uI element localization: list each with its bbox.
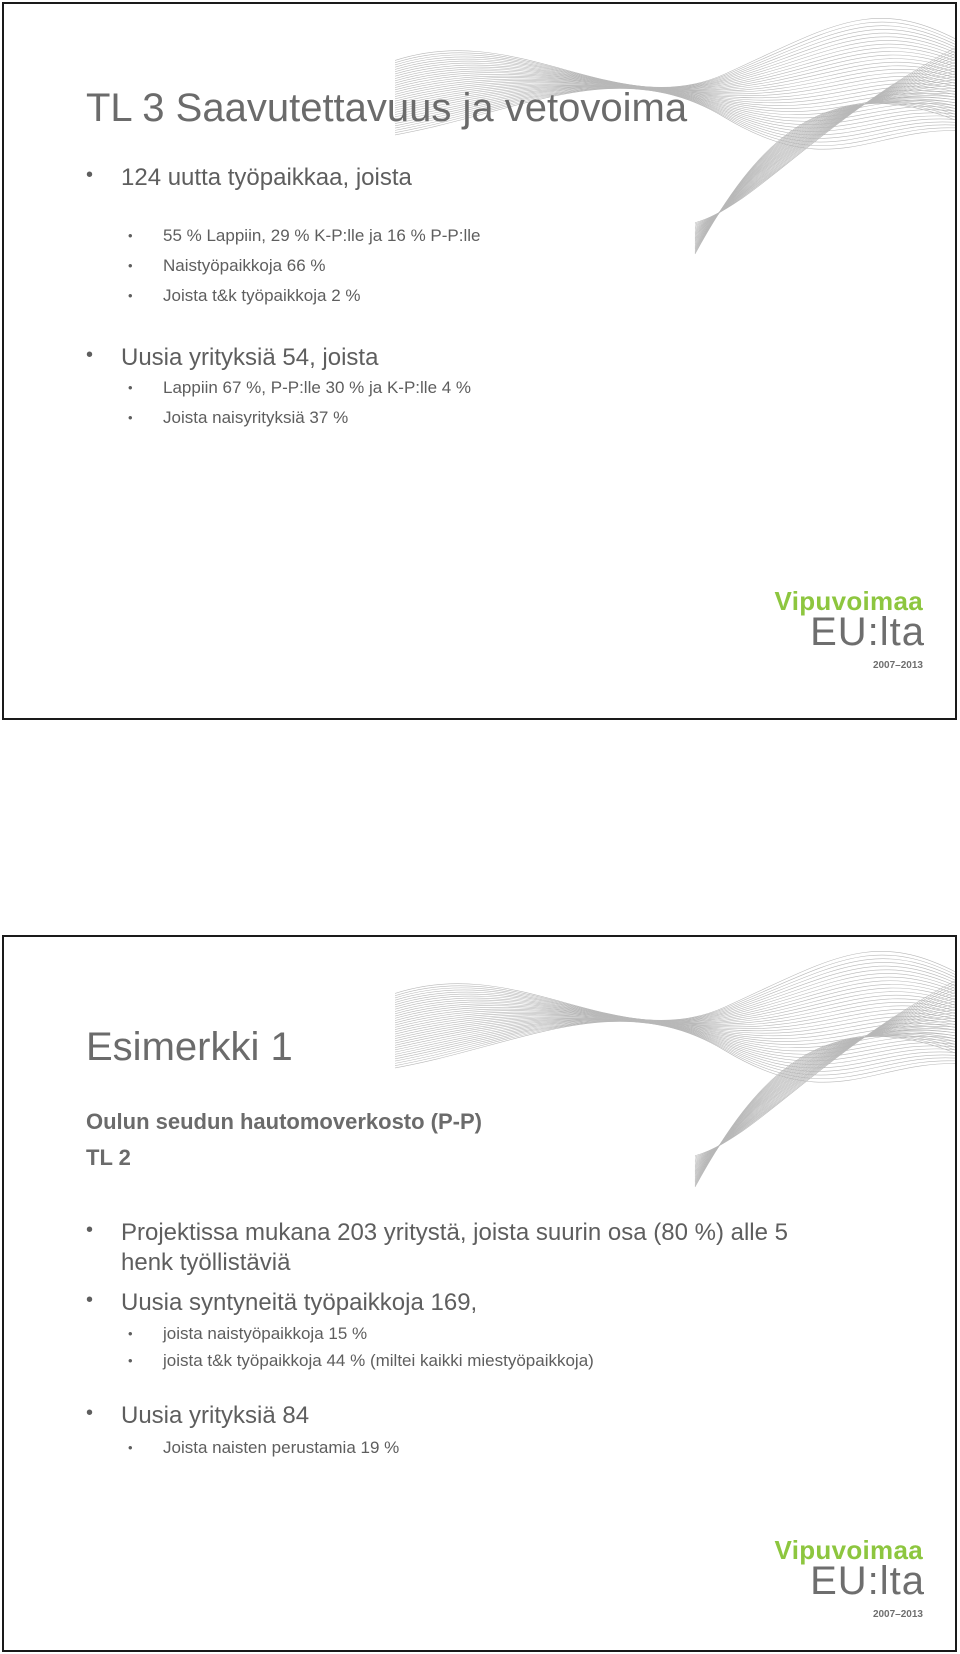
sub-bullet-text: joista naistyöpaikkoja 15 %: [163, 1324, 368, 1343]
slide-title: Esimerkki 1: [86, 1025, 293, 1069]
bullet-dot: •: [86, 1289, 94, 1311]
sub-bullet-text: Lappiin 67 %, P-P:lle 30 % ja K-P:lle 4 %: [163, 378, 472, 397]
bullet-dot: •: [86, 164, 94, 186]
logo-years: 2007–2013: [872, 1609, 923, 1620]
vipuvoimaa-logo: [742, 586, 927, 676]
wave-line: [695, 1026, 955, 1175]
bullet-dot: •: [128, 1326, 133, 1341]
bullet-dot: •: [128, 258, 133, 273]
slide-2: [2, 935, 957, 1652]
bullet-text: Projektissa mukana 203 yritystä, joista suurin osa (80 %) alle 5: [121, 1219, 788, 1246]
slide-title: TL 3 Saavutettavuus ja vetovoima: [86, 86, 688, 130]
wave-line: [695, 66, 955, 232]
sub-bullet-text: 55 % Lappiin, 29 % K-P:lle ja 16 % P-P:lle: [163, 226, 481, 245]
wave-line: [395, 955, 955, 1021]
wave-line: [695, 1036, 955, 1185]
bullet-text: Uusia yrityksiä 84: [121, 1402, 310, 1429]
logo-years: 2007–2013: [872, 660, 923, 671]
wave-decoration: [395, 937, 955, 1197]
logo-line2: EU:lta: [810, 1559, 925, 1603]
bullet-dot: •: [86, 1402, 94, 1424]
bullet-dot: •: [128, 1353, 133, 1368]
bullet-text: 124 uutta työpaikkaa, joista: [121, 164, 412, 191]
logo-line1: Vipuvoimaa: [774, 586, 923, 616]
slide-subtitle: Oulun seudun hautomoverkosto (P-P): [86, 1109, 483, 1134]
sub-bullet-text: Joista naisyrityksiä 37 %: [163, 408, 349, 427]
wave-line: [695, 93, 955, 242]
bullet-dot: •: [128, 380, 133, 395]
bullet-text: Uusia yrityksiä 54, joista: [121, 344, 379, 371]
bullet-text: Uusia syntyneitä työpaikkoja 169,: [121, 1289, 478, 1316]
wave-line: [395, 44, 955, 89]
bullet-dot: •: [86, 344, 94, 366]
wave-line: [395, 977, 955, 1022]
wave-line: [695, 1021, 955, 1173]
wave-line: [395, 40, 955, 88]
sub-bullet-text: Naistyöpaikkoja 66 %: [163, 256, 326, 275]
wave-line: [395, 22, 955, 88]
wave-line: [695, 1005, 955, 1167]
bullet-dot: •: [86, 1219, 94, 1241]
logo-line2: EU:lta: [810, 610, 925, 654]
logo-line1: Vipuvoimaa: [774, 1535, 923, 1565]
sub-bullet-text: Joista t&k työpaikkoja 2 %: [163, 286, 361, 305]
wave-line: [695, 103, 955, 252]
wave-line: [695, 999, 955, 1165]
wave-decoration: [395, 4, 955, 264]
wave-line: [695, 1008, 955, 1168]
slide-subtitle-tl: TL 2: [86, 1145, 131, 1170]
bullet-dot: •: [128, 410, 133, 425]
wave-line: [395, 51, 955, 89]
sub-bullet-text: joista t&k työpaikkoja 44 % (miltei kaikki miestyöpaikkoja): [163, 1351, 594, 1370]
wave-line: [395, 973, 955, 1021]
sub-bullet-text: Joista naisten perustamia 19 %: [163, 1438, 400, 1457]
vipuvoimaa-logo: [742, 1535, 927, 1625]
bullet-dot: •: [128, 1440, 133, 1455]
wave-line: [395, 984, 955, 1022]
bullet-text-cont: henk työllistäviä: [121, 1249, 291, 1276]
wave-line: [695, 88, 955, 240]
slide-1: [2, 2, 957, 720]
bullet-dot: •: [128, 288, 133, 303]
bullet-dot: •: [128, 228, 133, 243]
wave-line: [695, 72, 955, 234]
wave-line: [695, 75, 955, 235]
